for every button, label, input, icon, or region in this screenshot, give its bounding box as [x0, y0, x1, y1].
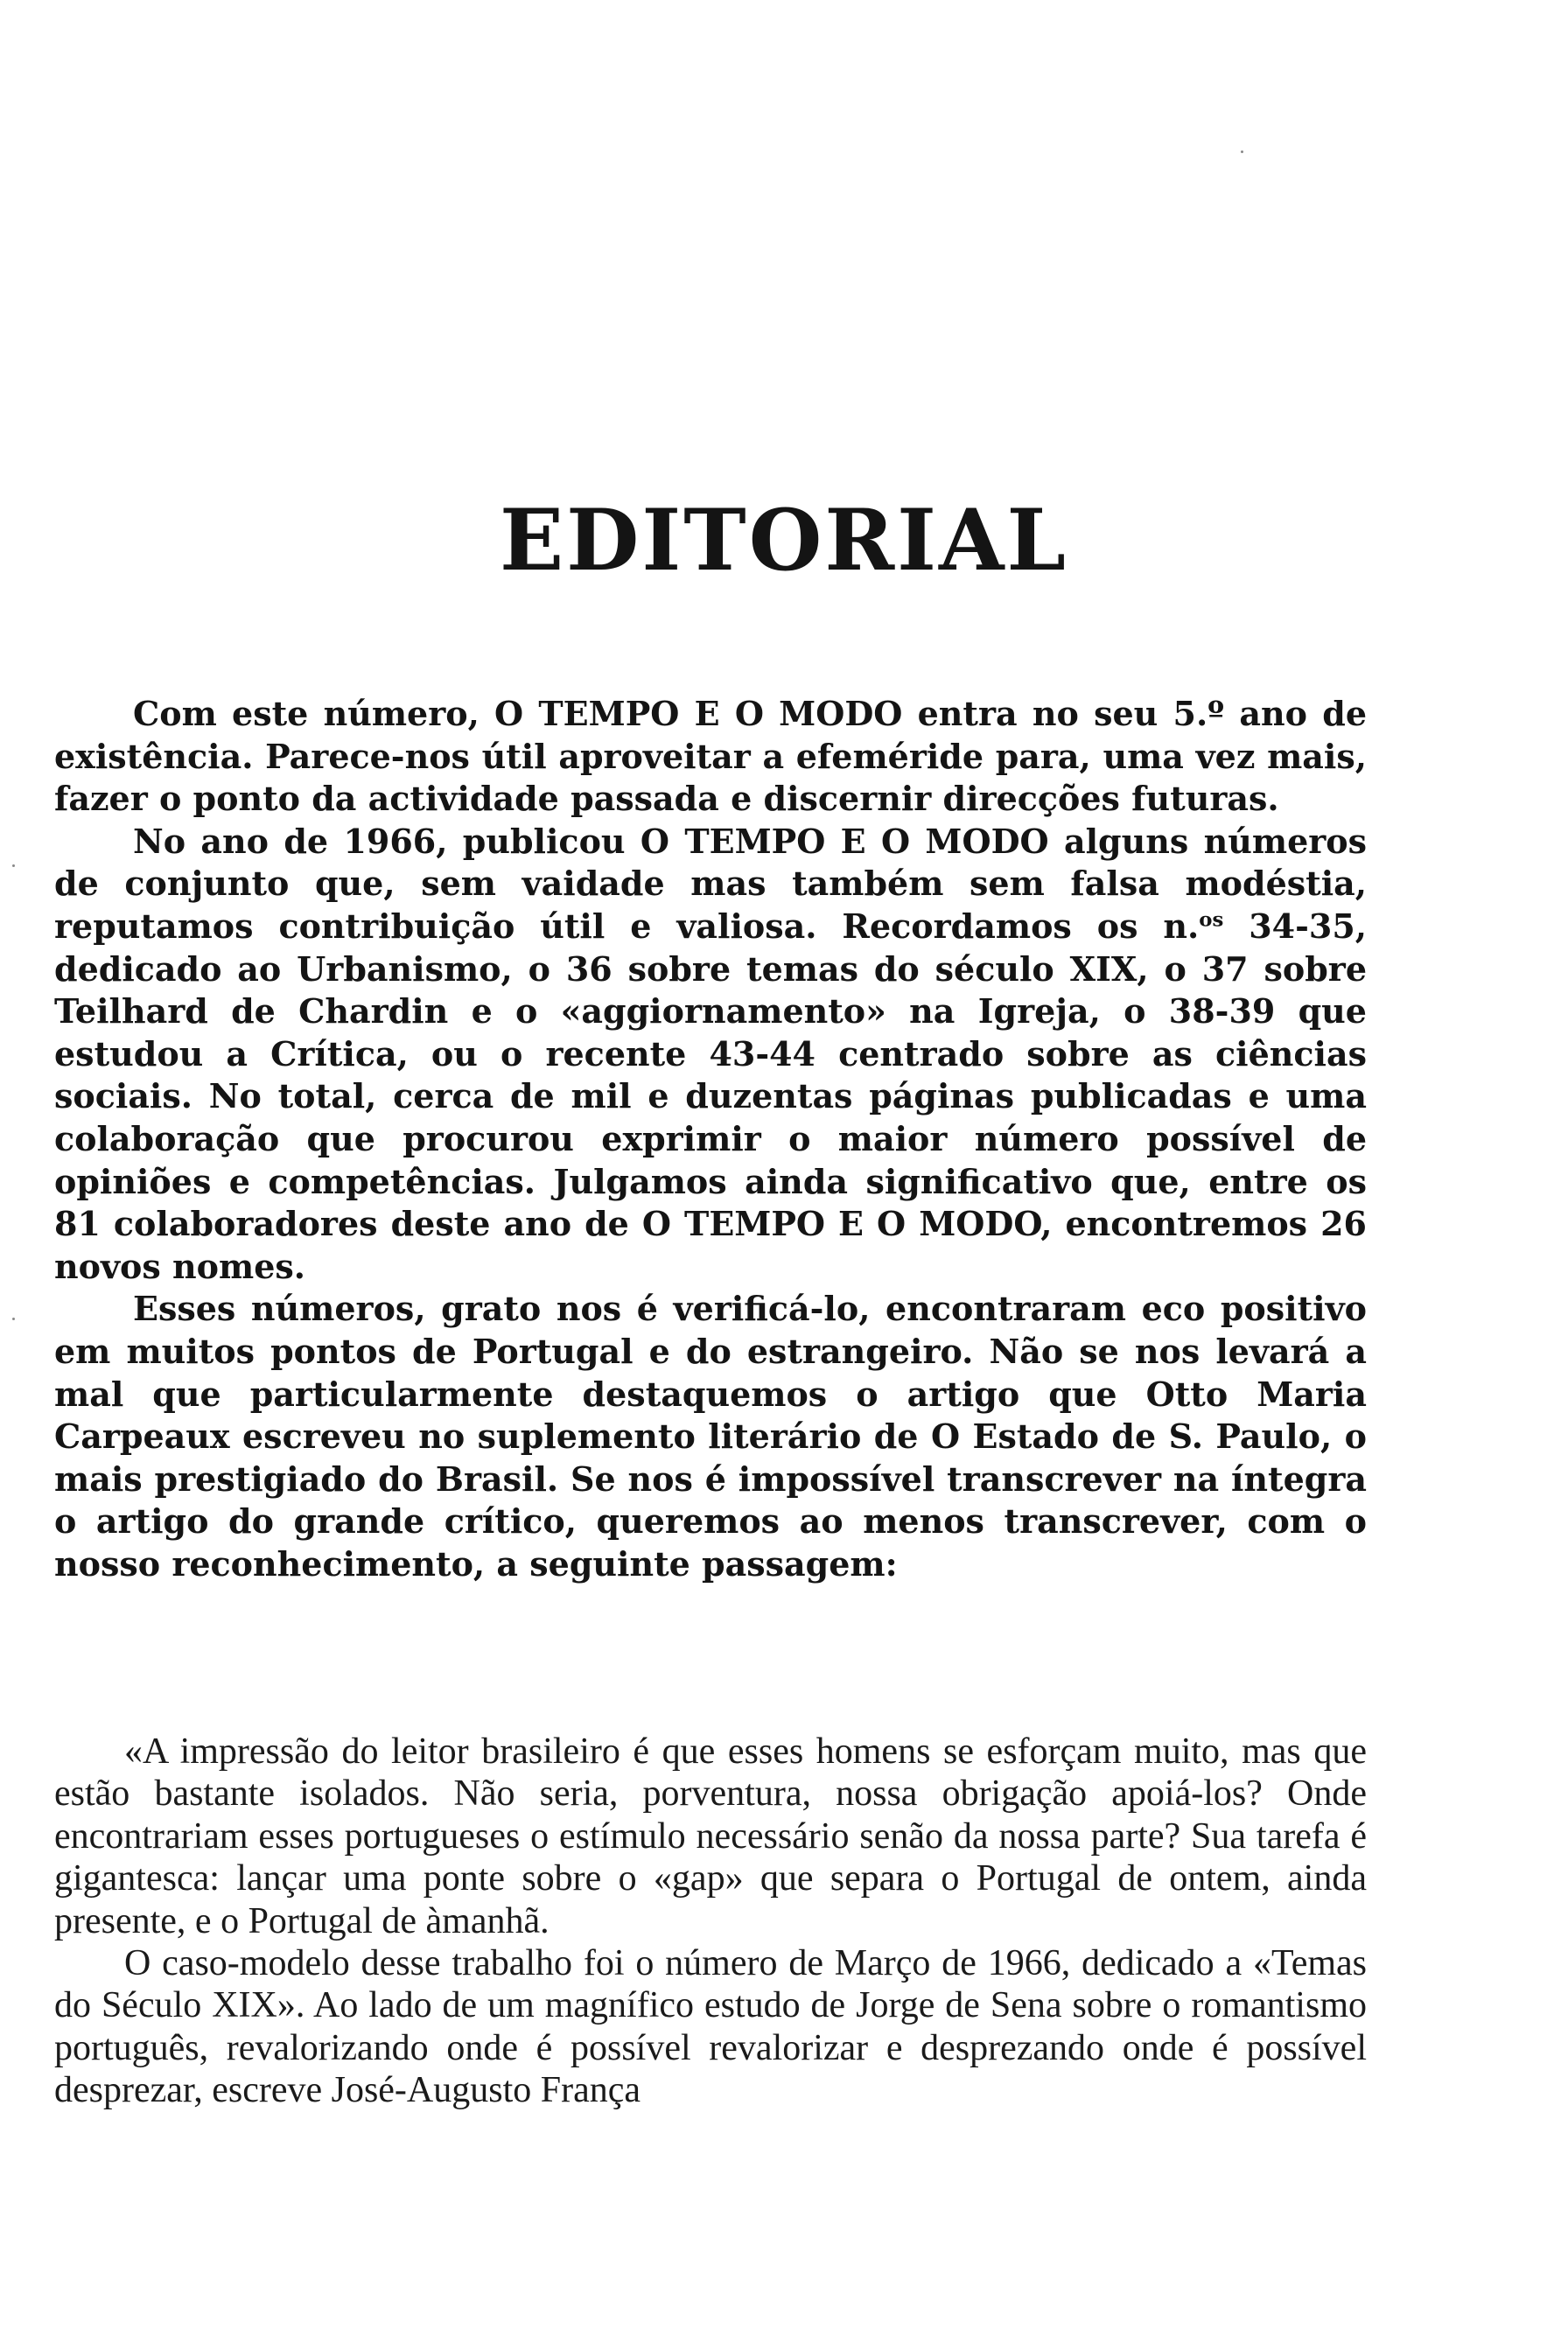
- page-title: EDITORIAL: [499, 491, 1069, 590]
- paragraph-2: No ano de 1966, publicou O TEMPO E O MODO alguns números de conjunto que, sem vaidade mas também sem falsa modéstia, reputamos contribuição útil e valiosa. Recordamos os n.$^{os}$ 34-35, dedicado ao Urbanismo, o 36 sobre temas do século XIX, o 37 sobre Teilhard de Chardin e o «aggiornamento» na Igreja, o 38-39 que estudou a Crítica, ou o recente 43-44 centrado sobre as ciências sociais. No total, cerca de mil e duzentas páginas publicadas e uma colaboração que procurou exprimir o maior número possível de opiniões e competências. Julgamos ainda significativo que, entre os 81 colaboradores deste ano de O TEMPO E O MODO, encontremos 26 novos nomes.: [54, 821, 1368, 1286]
- scan-speck: [12, 1318, 15, 1320]
- paragraph-3: Esses números, grato nos é verificá-lo, encontraram eco positivo em muitos pontos de Portugal e do estrangeiro. Não se nos levará a mal que particularmente destaquemos o artigo que Otto Maria Carpeaux escreveu no suplemento literário de O Estado de S. Paulo, o mais prestigiado do Brasil. Se nos é impossível transcrever na íntegra o artigo do grande crítico, queremos ao menos transcrever, com o nosso reconhecimento, a seguinte passagem:: [54, 1289, 1367, 1584]
- paragraph-1: Com este número, O TEMPO E O MODO entra no seu 5.º ano de existência. Parece-nos útil aproveitar a efeméride para, uma vez mais, fazer o ponto da actividade passada e discernir direcções futuras.: [54, 694, 1367, 819]
- editorial-body: [54, 693, 1367, 1585]
- quote-paragraph-2: O caso-modelo desse trabalho foi o número de Março de 1966, dedicado a «Temas do Século XIX». Ao lado de um magnífico estudo de Jorge de Sena sobre o romantismo português, revalorizando onde é possível revalorizar e desprezando onde é possível desprezar, escreve José-Augusto França: [54, 1943, 1367, 2111]
- scan-speck: [1241, 150, 1243, 153]
- quotation-block: [54, 1731, 1367, 2112]
- quote-paragraph-1: «A impressão do leitor brasileiro é que esses homens se esforçam muito, mas que estão bastante isolados. Não seria, porventura, nossa obrigação apoiá-los? Onde encontrariam esses portugueses o estímulo necessário senão da nossa parte? Sua tarefa é gigantesca: lançar uma ponte sobre o «gap» que separa o Portugal de ontem, ainda presente, e o Portugal de àmanhã.: [54, 1731, 1367, 1941]
- scan-speck: [12, 864, 15, 867]
- ordinal-superscript: os: [1199, 908, 1224, 932]
